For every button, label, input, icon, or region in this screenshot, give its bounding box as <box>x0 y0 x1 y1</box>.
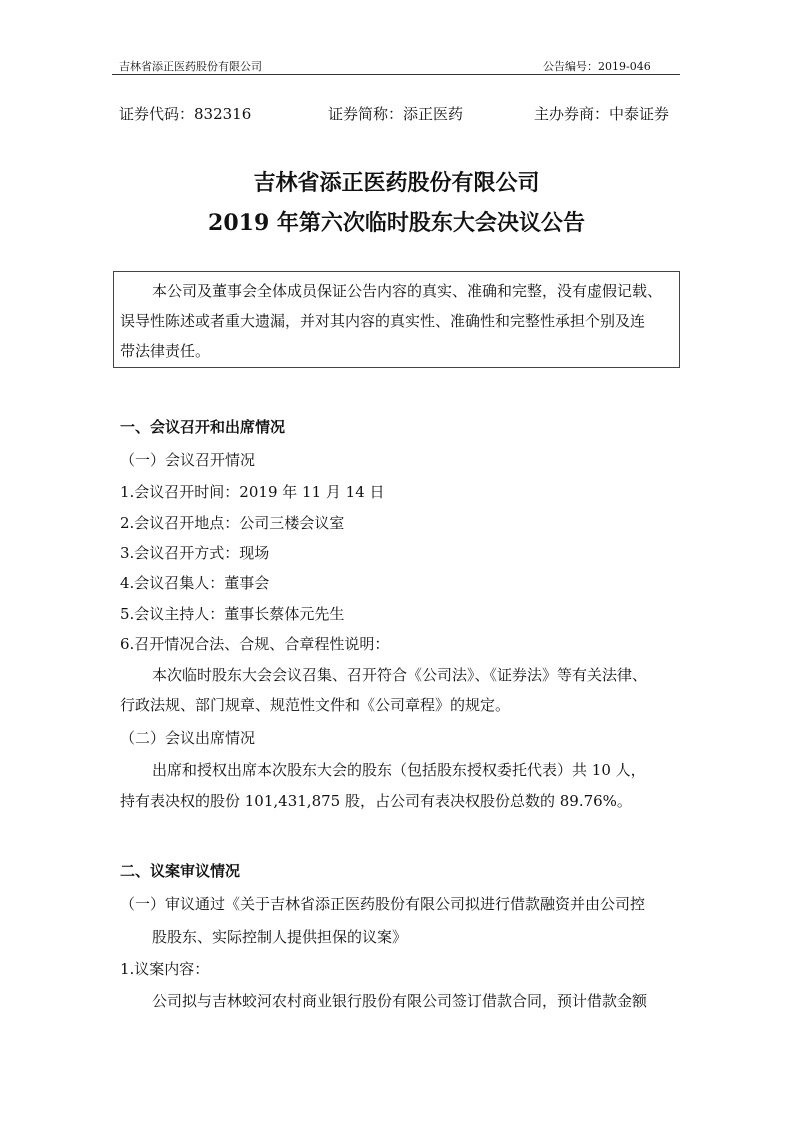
motion-title-line-2: 股股东、实际控制人提供担保的议案》 <box>152 928 408 946</box>
sponsor-broker: 主办券商：中泰证券 <box>534 105 670 123</box>
attendance-text-line-1: 出席和授权出席本次股东大会的股东（包括股东授权委托代表）共 10 人， <box>152 761 646 779</box>
meeting-convener: 4.会议召集人：董事会 <box>120 574 270 592</box>
disclaimer-line-1: 本公司及董事会全体成员保证公告内容的真实、准确和完整，没有虚假记载、 <box>152 282 663 300</box>
header-announcement-number: 公告编号：2019-046 <box>543 60 651 73</box>
legality-heading: 6.召开情况合法、合规、合章程性说明： <box>120 635 390 653</box>
section-1-heading: 一、会议召开和出席情况 <box>120 418 286 436</box>
header-company: 吉林省添正医药股份有限公司 <box>119 60 262 73</box>
attendance-text-line-2: 持有表决权的股份 101,431,875 股，占公司有表决权股份总数的 89.76%。 <box>120 792 632 810</box>
motion-content-text-line-1: 公司拟与吉林蛟河农村商业银行股份有限公司签订借款合同，预计借款金额 <box>152 992 648 1010</box>
motion-title-line-1: （一）审议通过《关于吉林省添正医药股份有限公司拟进行借款融资并由公司控 <box>120 895 646 913</box>
section-1-subheading-1: （一）会议召开情况 <box>120 451 256 469</box>
motion-content-heading: 1.议案内容： <box>120 960 210 978</box>
meeting-time: 1.会议召开时间：2019 年 11 月 14 日 <box>120 483 385 501</box>
meeting-method: 3.会议召开方式：现场 <box>120 544 270 562</box>
page-title-announcement: 2019 年第六次临时股东大会决议公告 <box>208 210 585 236</box>
legality-text-line-1: 本次临时股东大会会议召集、召开符合《公司法》、《证券法》等有关法律、 <box>152 666 648 684</box>
section-2-heading: 二、议案审议情况 <box>120 862 241 880</box>
security-short-name: 证券简称：添正医药 <box>328 105 464 123</box>
page-title-company: 吉林省添正医药股份有限公司 <box>253 170 540 196</box>
meeting-host: 5.会议主持人：董事长蔡体元先生 <box>120 605 345 623</box>
disclaimer-line-3: 带法律责任。 <box>120 342 211 360</box>
legality-text-line-2: 行政法规、部门规章、规范性文件和《公司章程》的规定。 <box>120 696 511 714</box>
header-divider <box>112 74 680 75</box>
meeting-location: 2.会议召开地点：公司三楼会议室 <box>120 514 345 532</box>
security-code: 证券代码：832316 <box>119 105 252 123</box>
disclaimer-line-2: 误导性陈述或者重大遗漏，并对其内容的真实性、准确性和完整性承担个别及连 <box>120 312 646 330</box>
section-1-subheading-2: （二）会议出席情况 <box>120 729 256 747</box>
